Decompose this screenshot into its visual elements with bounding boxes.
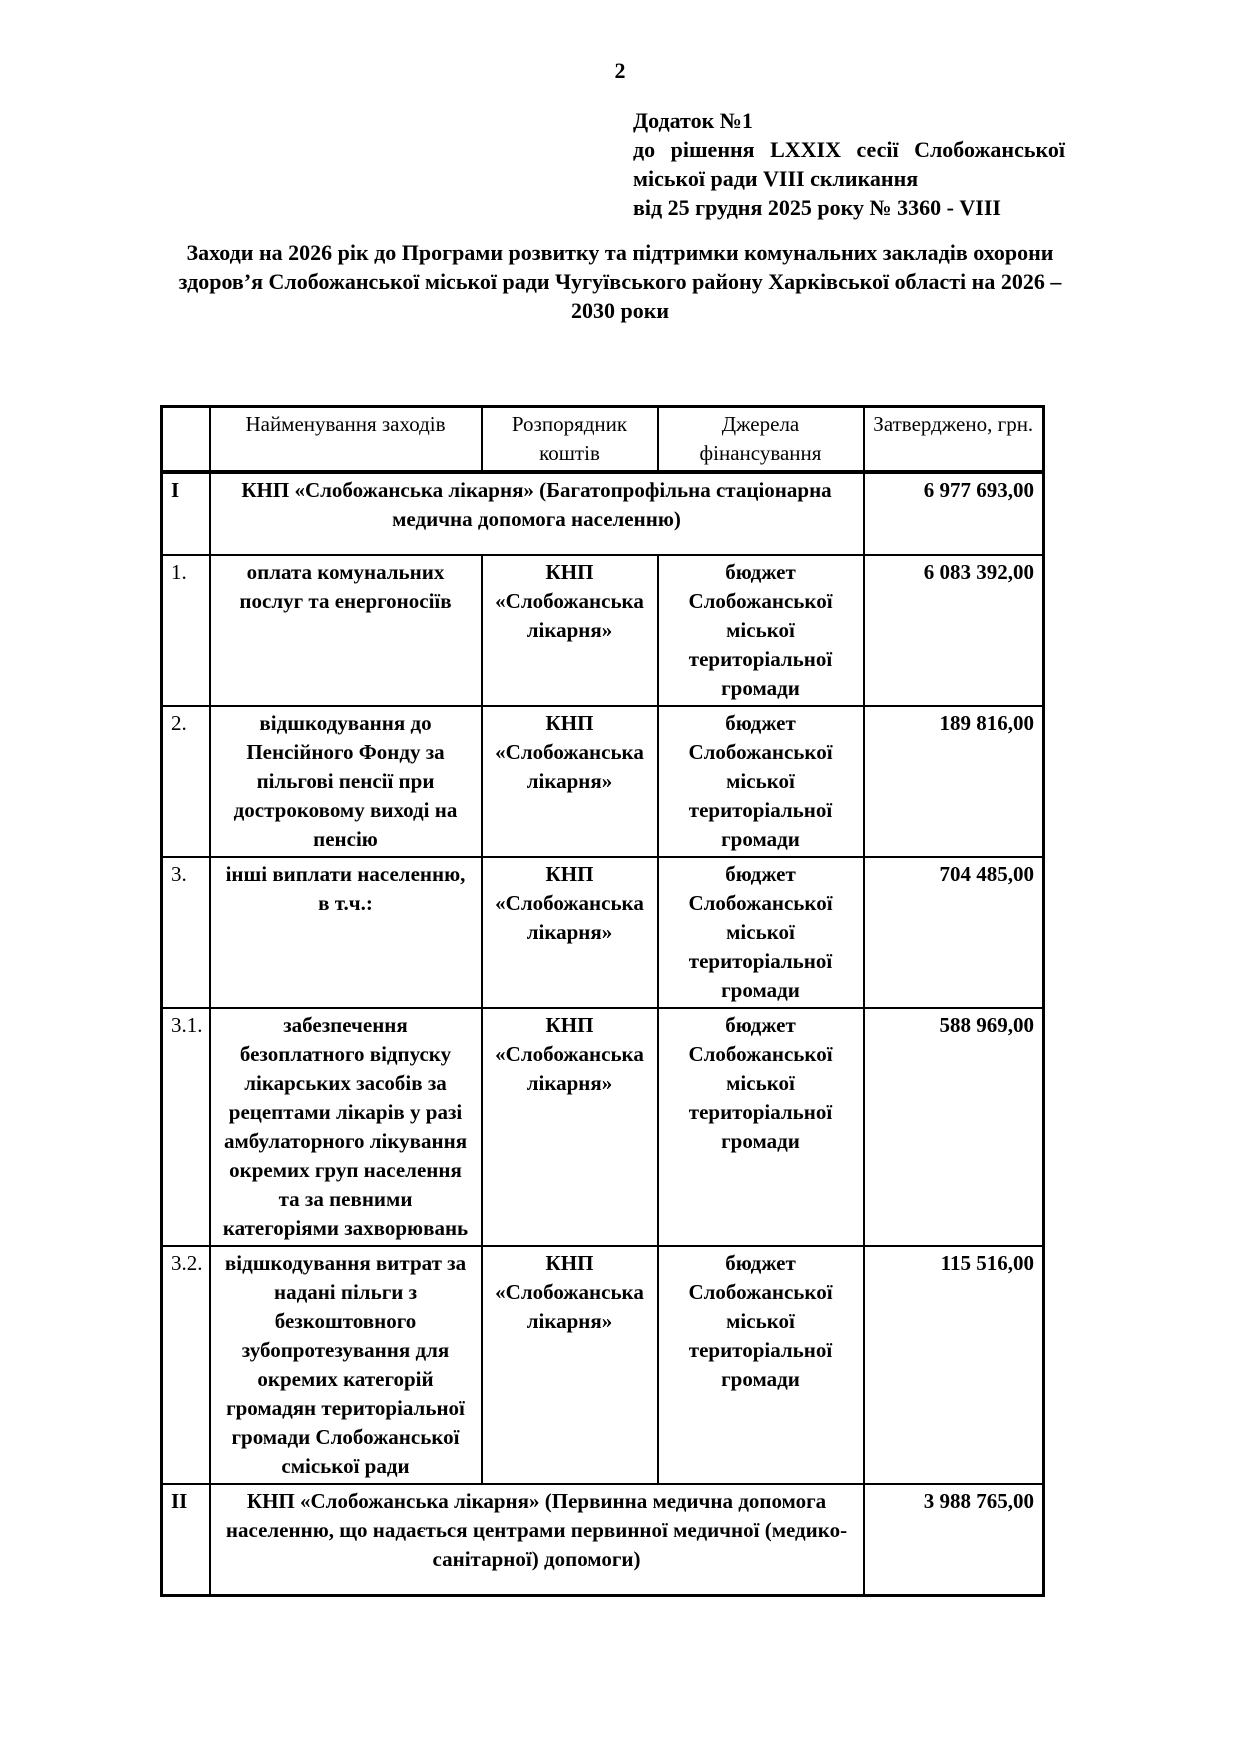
measure-name-cell: відшкодування витрат за надані пільги з безкоштовного зубопротезування для окремих категорій громадян територіальної громади Слобожанської сміської ради xyxy=(210,1246,482,1484)
table-header-row xyxy=(162,407,1044,473)
measure-name-cell: КНП «Слобожанська лікарня» (Первинна медична допомога населенню, що надається центрами первинної медичної (медико-санітарної) допомоги) xyxy=(210,1484,864,1596)
approved-amount-cell: 588 969,00 xyxy=(864,1008,1044,1246)
page-number: 2 xyxy=(614,58,626,83)
column-header-num xyxy=(162,407,210,473)
row-number-cell: 1. xyxy=(162,555,210,706)
fund-manager-cell: КНП «Слобожанська лікарня» xyxy=(482,1246,658,1484)
table-row xyxy=(162,857,1044,1008)
table-row xyxy=(162,1008,1044,1246)
row-number-cell: 2. xyxy=(162,706,210,857)
funding-source-cell: бюджет Слобожанської міської територіальної громади xyxy=(658,857,864,1008)
approved-amount-cell: 189 816,00 xyxy=(864,706,1044,857)
column-header-source: Джерела фінансування xyxy=(658,407,864,473)
column-header-amount: Затверджено, грн. xyxy=(864,407,1044,473)
table-row xyxy=(162,706,1044,857)
approved-amount-cell: 115 516,00 xyxy=(864,1246,1044,1484)
approved-amount-cell: 704 485,00 xyxy=(864,857,1044,1008)
row-number-cell: 3.2. xyxy=(162,1246,210,1484)
section-row xyxy=(162,1484,1044,1596)
section-row xyxy=(162,472,1044,555)
document-title: Заходи на 2026 рік до Програми розвитку та підтримки комунальних закладів охорони здоров’я Слобожанської міської ради Чугуївського району Харківської області на 2026 – 2030 роки xyxy=(178,240,1062,323)
funding-source-cell: бюджет Слобожанської міської територіальної громади xyxy=(658,1246,864,1484)
approved-amount-cell: 3 988 765,00 xyxy=(864,1484,1044,1596)
table-row xyxy=(162,555,1044,706)
row-number-cell: 3.1. xyxy=(162,1008,210,1246)
fund-manager-cell: КНП «Слобожанська лікарня» xyxy=(482,857,658,1008)
funding-source-cell: бюджет Слобожанської міської територіальної громади xyxy=(658,1008,864,1246)
fund-manager-cell: КНП «Слобожанська лікарня» xyxy=(482,1008,658,1246)
column-header-manager: Розпорядник коштів xyxy=(482,407,658,473)
approved-amount-cell: 6 977 693,00 xyxy=(864,472,1044,555)
appendix-line: міської ради VIII скликання xyxy=(633,166,919,191)
measure-name-cell: оплата комунальних послуг та енергоносіїв xyxy=(210,555,482,706)
column-header-name: Найменування заходів xyxy=(210,407,482,473)
table-row xyxy=(162,1246,1044,1484)
measure-name-cell: інші виплати населенню, в т.ч.: xyxy=(210,857,482,1008)
measures-table xyxy=(160,405,1045,1597)
fund-manager-cell: КНП «Слобожанська лікарня» xyxy=(482,555,658,706)
approved-amount-cell: 6 083 392,00 xyxy=(864,555,1044,706)
appendix-block xyxy=(633,106,1065,222)
row-number-cell: 3. xyxy=(162,857,210,1008)
row-number-cell: II xyxy=(162,1484,210,1596)
funding-source-cell: бюджет Слобожанської міської територіальної громади xyxy=(658,706,864,857)
measure-name-cell: КНП «Слобожанська лікарня» (Багатопрофільна стаціонарна медична допомога населенню) xyxy=(210,472,864,555)
fund-manager-cell: КНП «Слобожанська лікарня» xyxy=(482,706,658,857)
measure-name-cell: відшкодування до Пенсійного Фонду за пільгові пенсії при достроковому виході на пенсію xyxy=(210,706,482,857)
appendix-line: Додаток №1 xyxy=(633,108,753,133)
row-number-cell: I xyxy=(162,472,210,555)
measure-name-cell: забезпечення безоплатного відпуску лікарських засобів за рецептами лікарів у разі амбулаторного лікування окремих груп населення та за певними категоріями захворювань xyxy=(210,1008,482,1246)
appendix-line: від 25 грудня 2025 року № 3360 - VIII xyxy=(633,195,1001,220)
appendix-line: до рішення LXXIX сесії Слобожанської xyxy=(633,137,1065,162)
funding-source-cell: бюджет Слобожанської міської територіальної громади xyxy=(658,555,864,706)
